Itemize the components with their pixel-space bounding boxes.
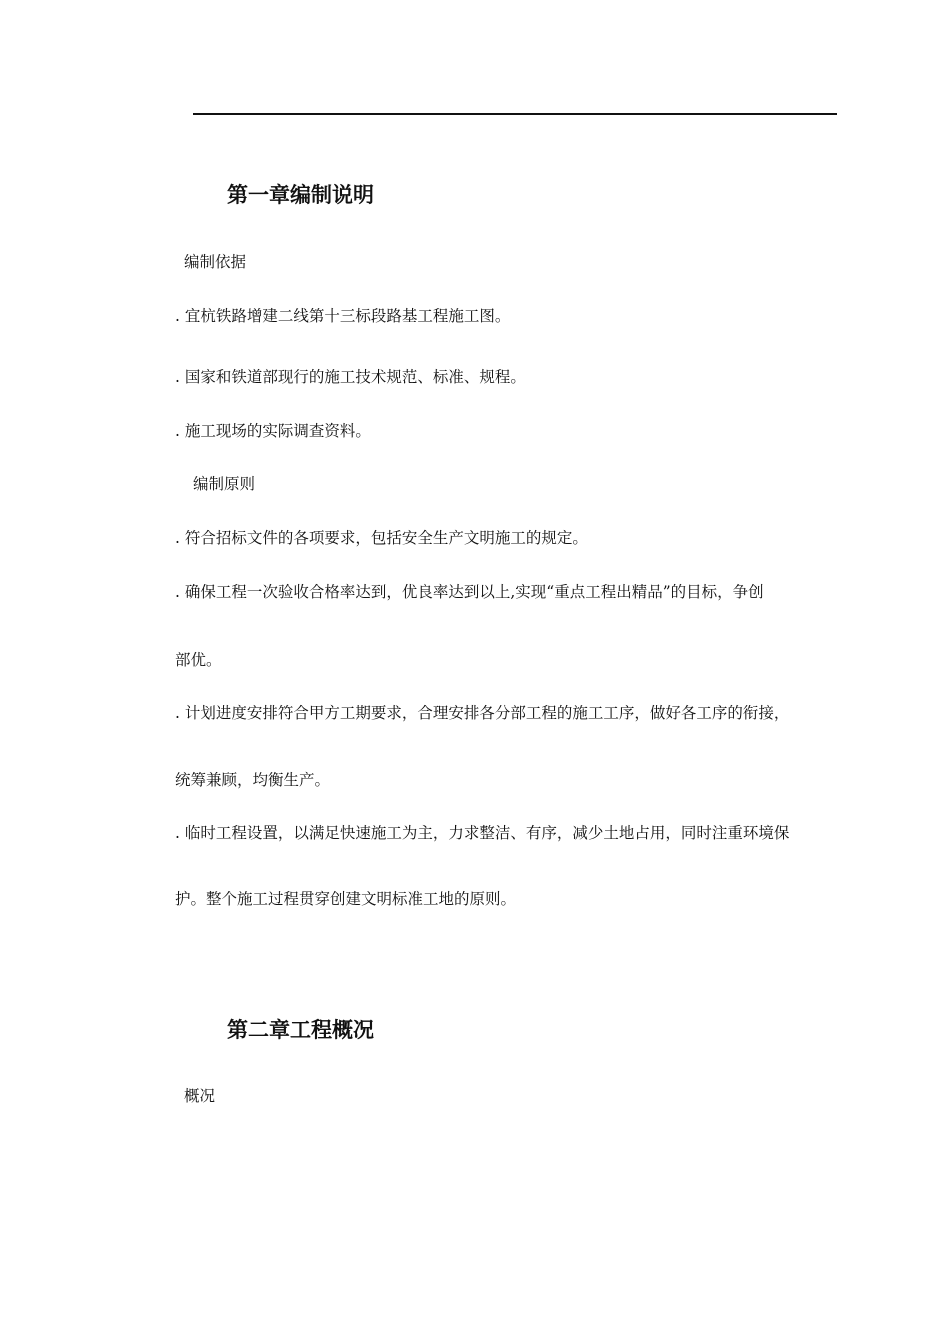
header-rule: [193, 113, 837, 115]
principle-line-1: . 符合招标文件的各项要求，包括安全生产文明施工的规定。: [175, 529, 588, 547]
basis-heading: 编制依据: [184, 253, 247, 271]
chapter-2-title: 第二章工程概况: [227, 1018, 374, 1042]
principle-line-2: . 确保工程一次验收合格率达到，优良率达到以上,实现“重点工程出精品”的目标，争创: [175, 583, 764, 601]
basis-item-3: . 施工现场的实际调查资料。: [175, 422, 371, 440]
basis-item-2: . 国家和铁道部现行的施工技术规范、标准、规程。: [175, 368, 526, 386]
principle-line-5: 统筹兼顾，均衡生产。: [175, 771, 331, 789]
principle-line-4: . 计划进度安排符合甲方工期要求，合理安排各分部工程的施工工序，做好各工序的衔接，: [175, 704, 790, 722]
principle-line-6: . 临时工程设置，以满足快速施工为主，力求整洁、有序，减少土地占用，同时注重环境保: [175, 824, 790, 842]
chapter-1-title: 第一章编制说明: [227, 183, 374, 207]
principle-line-3: 部优。: [175, 651, 222, 669]
overview-heading: 概况: [184, 1087, 216, 1105]
principle-line-7: 护。整个施工过程贯穿创建文明标准工地的原则。: [175, 890, 517, 908]
principles-heading: 编制原则: [193, 475, 256, 493]
basis-item-1: . 宜杭铁路增建二线第十三标段路基工程施工图。: [175, 307, 511, 325]
